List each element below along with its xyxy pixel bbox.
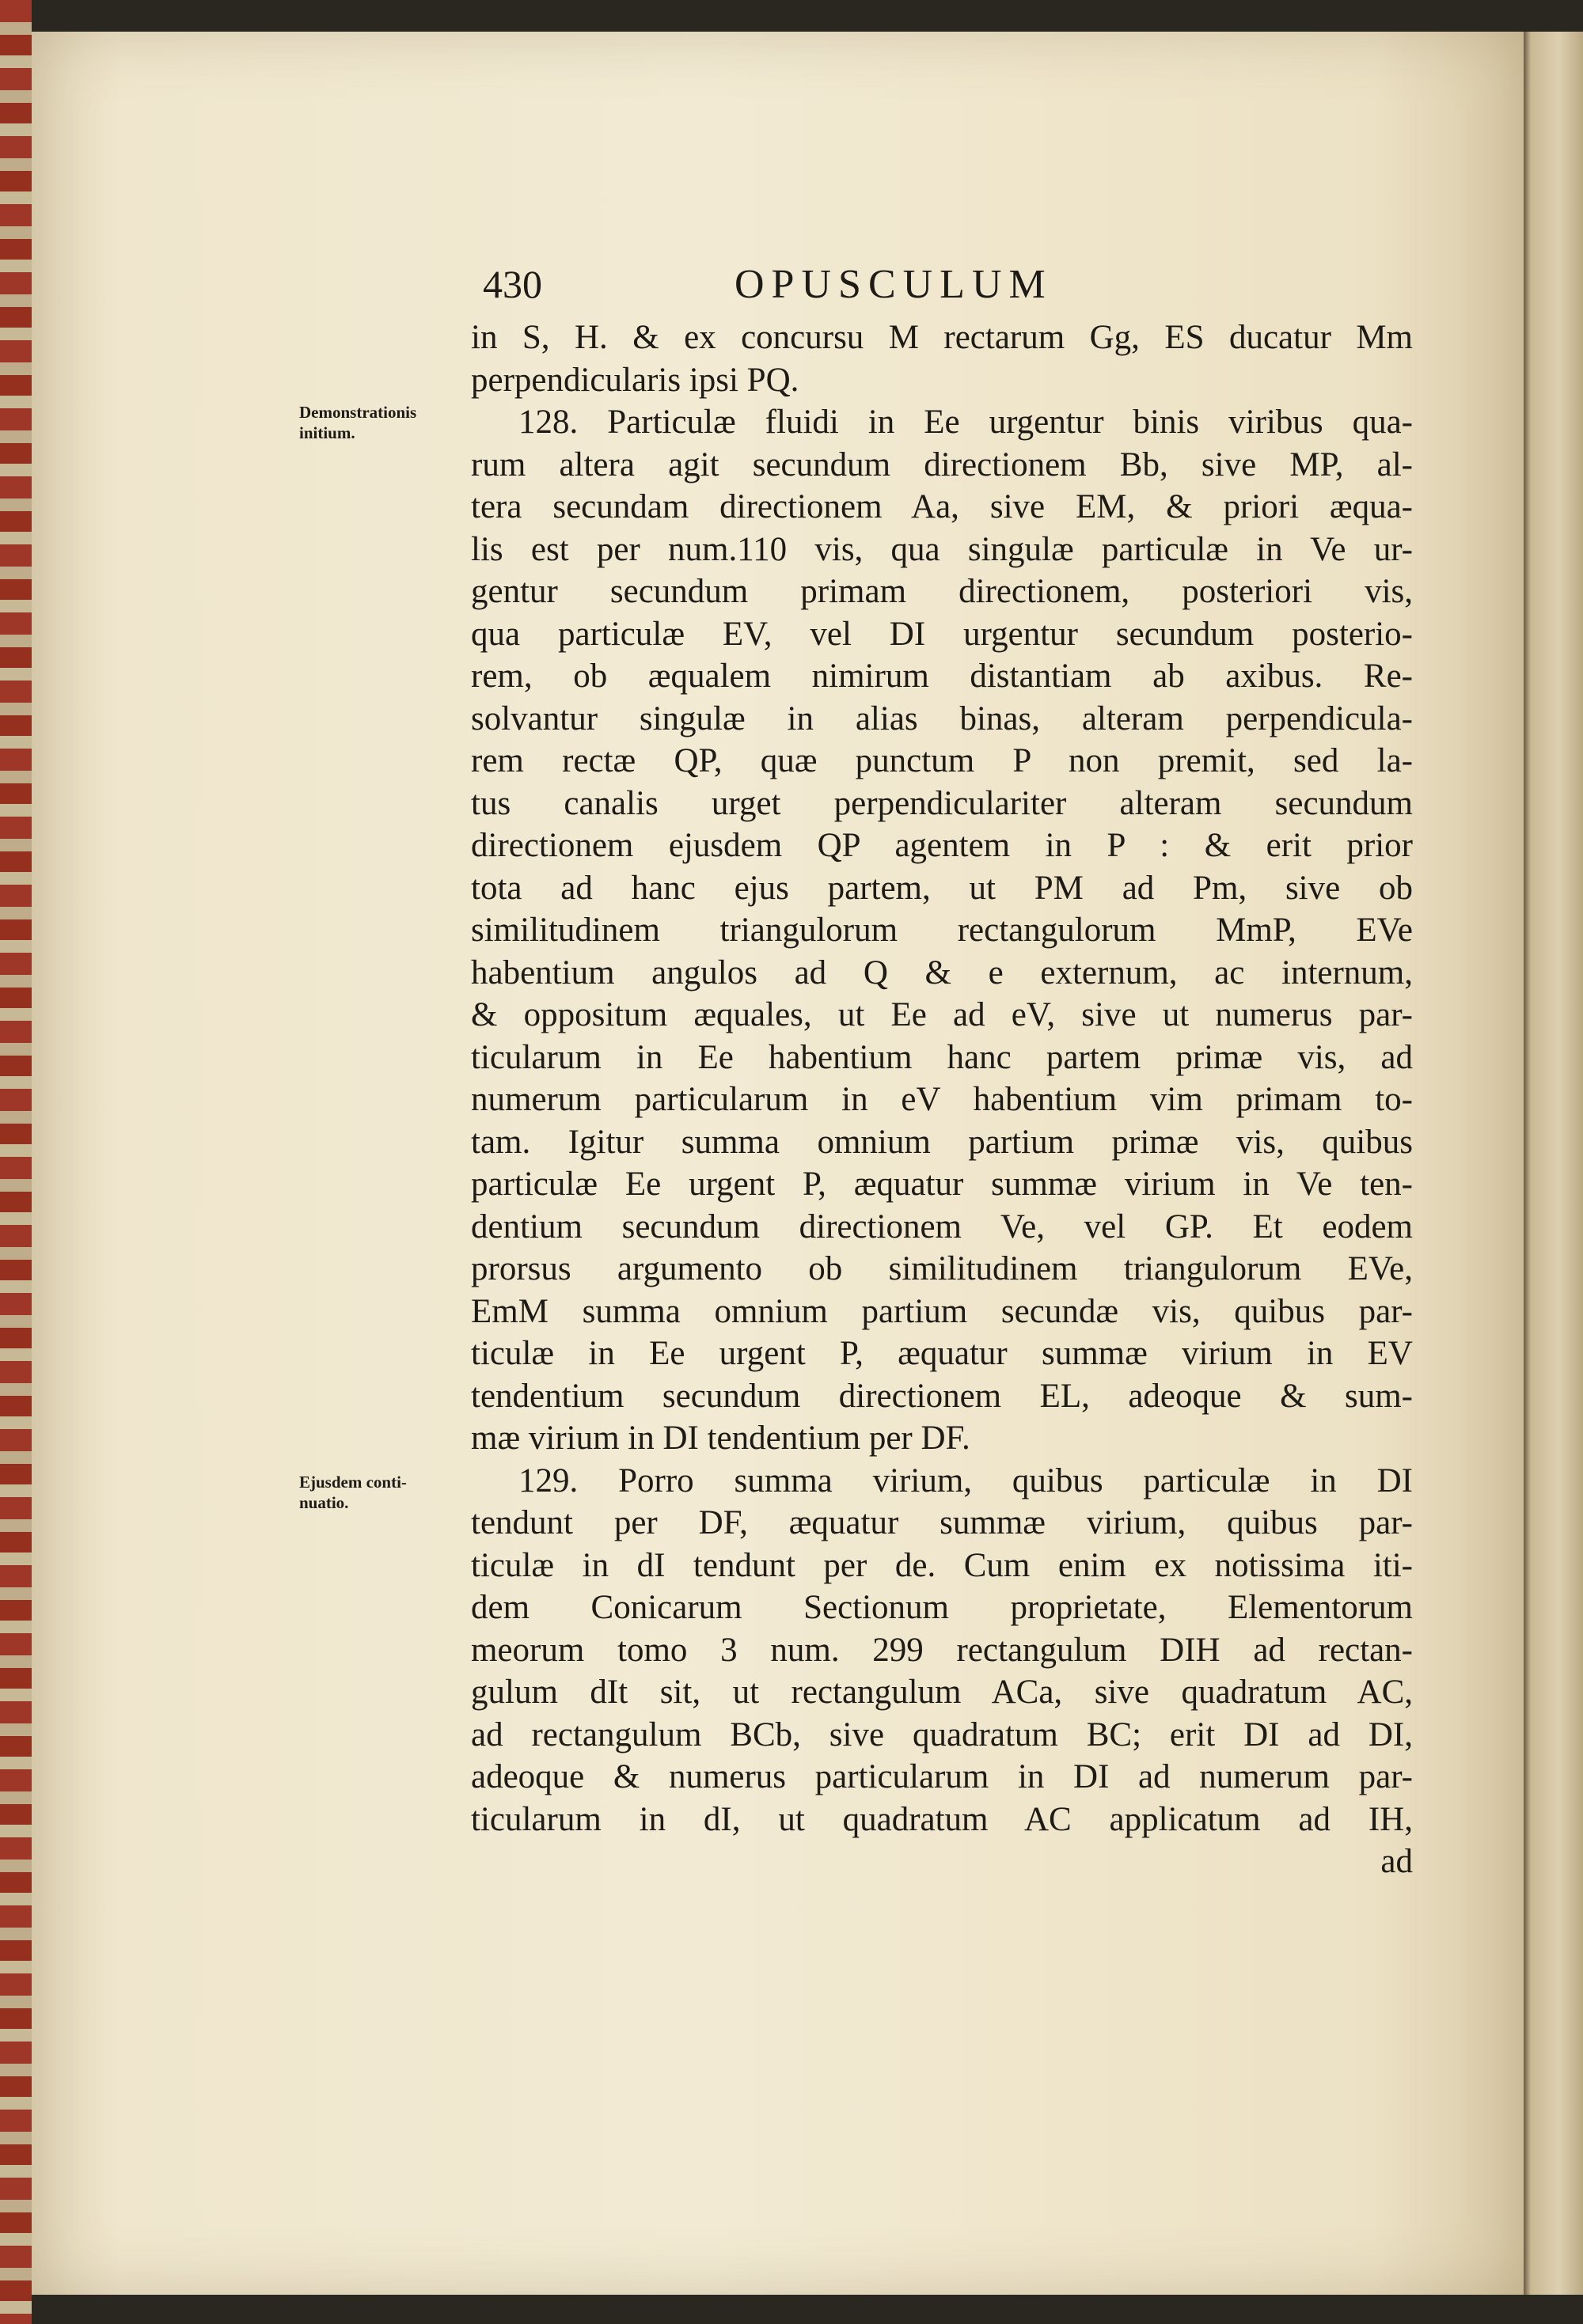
margin-note — [299, 1472, 465, 1513]
text-line: ticularum in Ee habentium hanc partem primæ vis, ad — [471, 1038, 1413, 1076]
paragraph-start-line: 129. Porro summa virium, quibus particulæ in DI — [518, 1462, 1413, 1499]
text-line: qua particulæ EV, vel DI urgentur secundum posterio- — [471, 615, 1413, 653]
text-line: tam. Igitur summa omnium partium primæ vis, quibus — [471, 1123, 1413, 1161]
text-line: gentur secundum primam directionem, posteriori vis, — [471, 573, 1413, 610]
text-line: rem rectæ QP, quæ punctum P non premit, sed la- — [471, 742, 1413, 779]
text-line: adeoque & numerus particularum in DI ad numerum par- — [471, 1758, 1413, 1795]
page-edge-left — [0, 0, 32, 2324]
text-line: ticulæ in Ee urgent P, æquatur summæ virium in EV — [471, 1335, 1413, 1372]
text-line: ticulæ in dI tendunt per de. Cum enim ex notissima iti- — [471, 1546, 1413, 1584]
page-header — [483, 261, 1393, 317]
text-line: tota ad hanc ejus partem, ut PM ad Pm, sive ob — [471, 869, 1413, 907]
body-text — [471, 317, 1413, 1883]
text-line: rum altera agit secundum directionem Bb, sive MP, al- — [471, 445, 1413, 483]
margin-note-line: Ejusdem conti- — [299, 1473, 407, 1492]
text-line: tendentium secundum directionem EL, adeoque & sum- — [471, 1377, 1413, 1415]
text-line: meorum tomo 3 num. 299 rectangulum DIH ad rectan- — [471, 1631, 1413, 1669]
text-line: tera secundam directionem Aa, sive EM, & priori æqua- — [471, 488, 1413, 525]
margin-note-line: Demonstrationis — [299, 403, 417, 422]
text-line: tendunt per DF, æquatur summæ virium, quibus par- — [471, 1504, 1413, 1541]
text-line: perpendicularis ipsi PQ. — [471, 361, 799, 399]
text-line: similitudinem triangulorum rectangulorum MmP, EVe — [471, 912, 1413, 949]
text-line: directionem ejusdem QP agentem in P : & erit prior — [471, 827, 1413, 864]
text-line: dem Conicarum Sectionum proprietate, Elementorum — [471, 1589, 1413, 1626]
page-edge-right — [1524, 32, 1583, 2295]
margin-note-line: nuatio. — [299, 1493, 349, 1512]
text-line: prorsus argumento ob similitudinem triangulorum EVe, — [471, 1250, 1413, 1287]
text-line: in S, H. & ex concursu M rectarum Gg, ES ducatur Mm — [471, 319, 1413, 356]
margin-note-line: initium. — [299, 423, 355, 442]
text-line: & oppositum æquales, ut Ee ad eV, sive ut numerus par- — [471, 996, 1413, 1033]
paragraph-start-line: 128. Particulæ fluidi in Ee urgentur binis viribus qua- — [518, 404, 1413, 441]
text-line: ad rectangulum BCb, sive quadratum BC; erit DI ad DI, — [471, 1716, 1413, 1753]
text-line: rem, ob æqualem nimirum distantiam ab axibus. Re- — [471, 658, 1413, 695]
text-line: solvantur singulæ in alias binas, alteram perpendicula- — [471, 699, 1413, 737]
text-line: particulæ Ee urgent P, æquatur summæ virium in Ve ten- — [471, 1166, 1413, 1203]
margin-note — [299, 402, 465, 443]
text-line: tus canalis urget perpendiculariter alteram secundum — [471, 784, 1413, 822]
text-line: lis est per num.110 vis, qua singulæ particulæ in Ve ur- — [471, 530, 1413, 568]
page-number: 430 — [483, 262, 542, 306]
text-line: ticularum in dI, ut quadratum AC applicatum ad IH, — [471, 1800, 1413, 1838]
catchword: ad — [1380, 1843, 1413, 1880]
text-line: numerum particularum in eV habentium vim primam to- — [471, 1081, 1413, 1118]
text-line: EmM summa omnium partium secundæ vis, quibus par- — [471, 1292, 1413, 1330]
running-head: OPUSCULUM — [735, 262, 1053, 307]
text-line: dentium secundum directionem Ve, vel GP. Et eodem — [471, 1207, 1413, 1245]
text-line: habentium angulos ad Q & e externum, ac internum, — [471, 953, 1413, 991]
text-line: gulum dIt sit, ut rectangulum ACa, sive quadratum AC, — [471, 1674, 1413, 1711]
text-line: mæ virium in DI tendentium per DF. — [471, 1420, 970, 1457]
